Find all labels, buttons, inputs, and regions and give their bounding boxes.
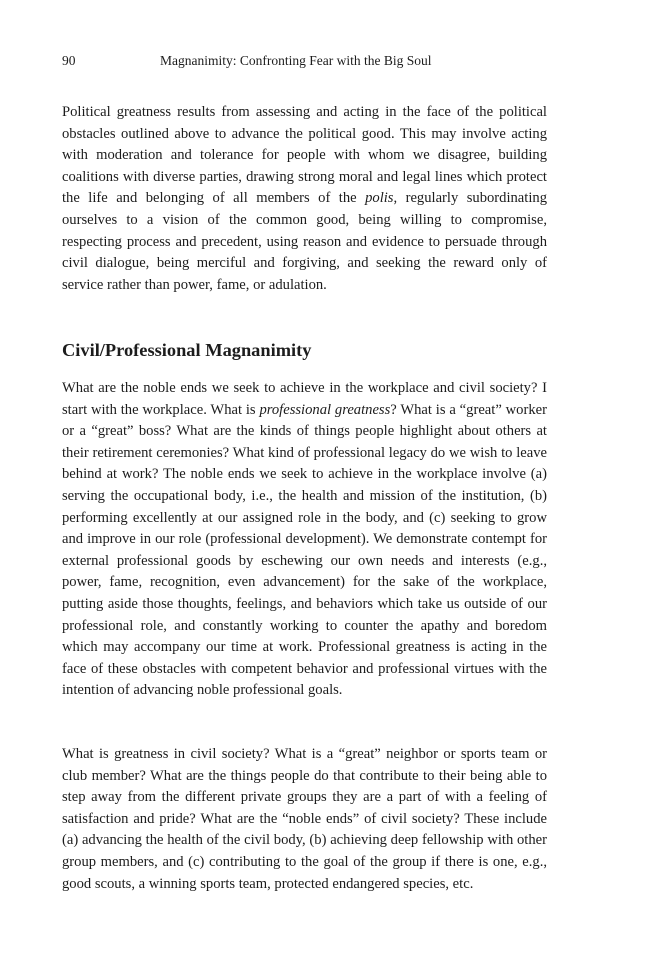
italic-term-polis: polis [365, 190, 394, 207]
paragraph-text: What are the noble ends we seek to achieve in the workplace and civil society? I start with the workplace. What is [62, 380, 547, 418]
section-heading: Civil/Professional Magnanimity [62, 340, 312, 360]
paragraph-political-greatness [62, 102, 547, 296]
running-header [62, 52, 547, 70]
italic-term-professional-greatness: professional greatness [259, 401, 391, 418]
paragraph-professional-greatness [62, 378, 547, 702]
paragraph-text: Political greatness results from assessing and acting in the face of the political obstacles outlined above to advance the political good. This may involve acting with moderation and tolerance for people with whom we disagree, building coalitions with diverse parties, drawing strong moral and legal lines which protect the life and belonging of all members of the [62, 104, 547, 207]
paragraph-civil-greatness: What is greatness in civil society? What is a “great” neighbor or sports team or club member? What are the things people do that contribute to their being able to step away from the different private groups they are a part of with a feeling of satisfaction and pride? What are the “noble ends” of civil society? These include (a) advancing the health of the civil body, (b) achieving deep fellowship with other group members, and (c) contributing to the goal of the group if there is one, e.g., good scouts, a winning sports team, protected endangered species, etc. [62, 746, 547, 892]
paragraph-text: ? What is a “great” worker or a “great” boss? What are the kinds of things people highlight about others at their retirement ceremonies? What kind of professional legacy do we wish to leave behind at work? The noble ends we seek to achieve in the workplace involve (a) serving the occupational body, i.e., the health and mission of the institution, (b) performing excellently at our assigned role in the body, and (c) seeking to grow and improve in our role (professional development). We demonstrate contempt for external professional goods by eschewing our own needs and interests (e.g., power, fame, recognition, even advancement) for the sake of the workplace, putting aside those thoughts, feelings, and behaviors which take us outside of our professional role, and constantly working to counter the apathy and boredom which may accompany our time at work. Professional greatness is acting in the face of these obstacles with competent behavior and professional virtues with the intention of advancing noble professional goals. [62, 401, 547, 699]
page-number: 90 [62, 53, 76, 68]
running-title: Magnanimity: Confronting Fear with the Big Soul [160, 53, 432, 68]
paragraph-text: , regularly subordinating ourselves to a vision of the common good, being willing to compromise, respecting process and precedent, using reason and evidence to persuade through civil dialogue, being merciful and forgiving, and seeking the reward only of service rather than power, fame, or adulation. [62, 190, 547, 293]
